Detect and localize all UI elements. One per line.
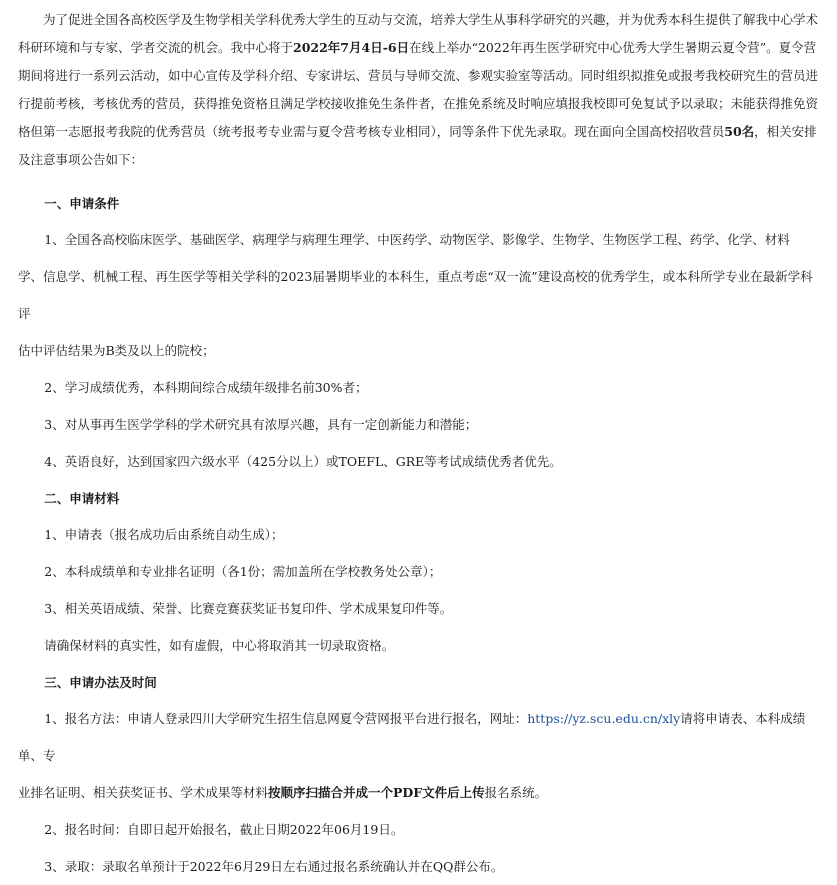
condition-item-3: 3、对从事再生医学学科的学术研究具有浓厚兴趣，具有一定创新能力和潜能；	[44, 417, 478, 432]
materials-note: 请确保材料的真实性，如有虚假，中心将取消其一切录取资格。	[44, 638, 395, 653]
registration-link[interactable]: https://yz.scu.edu.cn/xly	[527, 711, 681, 726]
method-item-1-line-2	[18, 774, 819, 811]
condition-item-4: 4、英语良好，达到国家四六级水平（425分以上）或TOEFL、GRE等考试成绩优秀者优先。	[44, 454, 562, 469]
condition-item-1	[18, 221, 819, 258]
method-item-1-prefix: 1、报名方法：申请人登录四川大学研究生招生信息网夏令营网报平台进行报名，网址：	[44, 711, 528, 726]
material-item-3: 3、相关英语成绩、荣誉、比赛竞赛获奖证书复印件、学术成果复印件等。	[44, 601, 453, 616]
method-item-3: 3、录取：录取名单预计于2022年6月29日左右通过报名系统确认并在QQ群公布。	[44, 859, 504, 874]
method-item-2: 2、报名时间：自即日起开始报名，截止日期2022年06月19日。	[44, 822, 404, 837]
intro-paragraph	[18, 0, 819, 174]
material-item-2: 2、本科成绩单和专业排名证明（各1份；需加盖所在学校教务处公章）；	[44, 564, 442, 579]
section-heading-method: 三、申请办法及时间	[44, 675, 157, 690]
intro-date: 2022年7月4日-6日	[293, 40, 410, 55]
condition-item-2: 2、学习成绩优秀，本科期间综合成绩年级排名前30%者；	[44, 380, 368, 395]
condition-item-1-line-2: 学、信息学、机械工程、再生医学等相关学科的2023届暑期毕业的本科生，重点考虑“双一流”建设高校的优秀学生，或本科所学专业在最新学科评	[18, 269, 813, 321]
method-item-1-suffix: 请将申请表、本科成绩单、专	[18, 711, 806, 763]
method-item-1-line-2-suffix: 报名系统。	[484, 785, 548, 800]
material-item-1: 1、申请表（报名成功后由系统自动生成）；	[44, 527, 284, 542]
method-item-1-line-2-bold: 按顺序扫描合并成一个PDF文件后上传	[268, 785, 485, 800]
condition-item-1-line-1: 1、全国各高校临床医学、基础医学、病理学与病理生理学、中医药学、动物医学、影像学、生物学、生物医学工程、药学、化学、材料	[44, 232, 790, 247]
intro-text-2: 在线上举办“2022年再生医学研究中心优秀大学生暑期云夏令营”。夏令营期间将进行一系列云活动，如中心宣传及学科介绍、专家讲坛、营员与导师交流、参观实验室等活动。同时组织拟推免或报考我校研究生的营员进行提前考核，考核优秀的营员，获得推免资格且满足学校接收推免生条件者，在推免系统及时响应填报我校即可免复试予以录取；未能获得推免资格但第一志愿报考我院的优秀营员（统考报考专业需与夏令营考核专业相同），同等条件下优先录取。现在面向全国高校招收营员	[18, 40, 819, 139]
method-item-1	[18, 700, 819, 774]
condition-item-1-line-3: 估中评估结果为B类及以上的院校；	[18, 343, 215, 358]
section-heading-materials: 二、申请材料	[44, 491, 120, 506]
intro-text-1: 为了促进全国各高校医学及生物学相关学科优秀大学生的互动与交流，培养大学生从事科学研究的兴趣，并为优秀本科生提供了解我中心学术科研环境和与专家、学者交流的机会。我中心将于	[18, 12, 819, 55]
section-heading-conditions: 一、申请条件	[44, 196, 120, 211]
intro-count: 50名	[724, 124, 755, 139]
method-item-1-line-2-prefix: 业排名证明、相关获奖证书、学术成果等材料	[18, 785, 269, 800]
intro-text-3: ，相关安排及注意事项公告如下：	[18, 124, 817, 167]
